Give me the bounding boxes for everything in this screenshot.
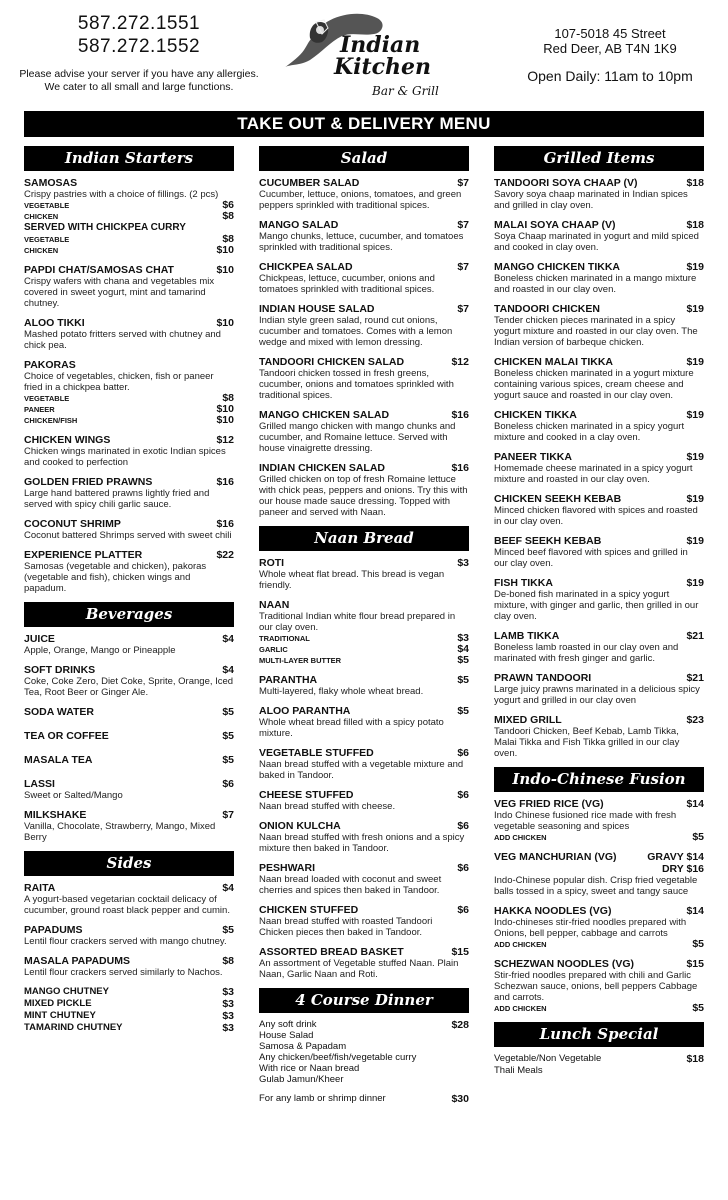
item-description: Large hand battered prawns lightly fried and served with spicy chili garlic sauce. (24, 488, 210, 510)
phone-numbers (14, 12, 264, 58)
item-price: $7 (222, 809, 234, 821)
option-name: ADD CHICKEN (494, 833, 547, 842)
menu-item-tamarind-chutney[interactable] (24, 1022, 234, 1034)
option-name: GARLIC (259, 645, 288, 654)
allergy-notice (10, 68, 268, 94)
option-name: TRADITIONAL (259, 634, 310, 643)
item-price: $16 (451, 462, 469, 474)
option-name: PANEER (24, 405, 55, 414)
item-description: Mashed potato fritters served with chutney and chick pea. (24, 329, 221, 351)
menu-item-mango-chicken-tikka[interactable] (494, 261, 704, 295)
item-description: A yogurt-based vegetarian cocktail delicacy of cucumber, ground roast black pepper and cumin. (24, 894, 230, 916)
section-title: Salad (259, 146, 469, 171)
menu-item-soda-water[interactable] (24, 706, 234, 718)
option-name: CHICKEN/FISH (24, 416, 78, 425)
menu-item-hakka-noodles[interactable] (494, 905, 704, 950)
option-heading: SERVED WITH CHICKPEA CURRY (24, 222, 186, 233)
item-name: MANGO CHICKEN TIKKA (494, 261, 620, 273)
item-name: MANGO CHICKEN SALAD (259, 409, 390, 421)
item-name: JUICE (24, 633, 55, 645)
item-name: LASSI (24, 778, 55, 790)
option-price: $4 (457, 643, 469, 655)
item-price: $4 (222, 664, 234, 676)
option-name: CHICKEN (24, 246, 59, 255)
menu-item-indian-house-salad[interactable] (259, 303, 469, 348)
item-price: $19 (686, 451, 704, 463)
item-description: Chickpeas, lettuce, cucumber, onions and tomatoes sprinkled with traditional spices. (259, 273, 435, 295)
menu-column-left (24, 146, 234, 1042)
dinner-line: Any chicken/beef/fish/vegetable curry (259, 1052, 417, 1063)
item-description: Stir-fried noodles prepared with chili and Garlic Schezwan sauce, onions, bell peppers Cabbage and carrots. (494, 970, 698, 1003)
menu-item-mango-chutney[interactable] (24, 986, 234, 998)
menu-item-masala-tea[interactable] (24, 754, 234, 766)
item-price: $6 (457, 820, 469, 832)
item-name: ASSORTED BREAD BASKET (259, 946, 404, 958)
logo-word-2: Kitchen (334, 54, 432, 80)
section-title: Naan Bread (259, 526, 469, 551)
item-price: $6 (457, 747, 469, 759)
item-price: $22 (216, 549, 234, 561)
item-price: $18 (686, 1053, 704, 1065)
item-name: PAPDI CHAT/SAMOSAS CHAT (24, 264, 174, 276)
item-description: Tandoori Chicken, Beef Kebab, Lamb Tikka, Malai Tikka and Fish Tikka grilled in our clay oven. (494, 726, 680, 759)
item-price: $3 (222, 998, 234, 1010)
item-description: Cucumber, lettuce, onions, tomatoes, and green peppers sprinkled with traditional spices. (259, 189, 462, 211)
item-description: Soya Chaap marinated in yogurt and mild spiced and cooked in clay oven. (494, 231, 699, 253)
item-name: MANGO CHUTNEY (24, 986, 109, 997)
item-name: CHICKEN STUFFED (259, 904, 359, 916)
item-price: $10 (216, 264, 234, 276)
item-name: MIXED PICKLE (24, 998, 92, 1009)
item-description: Coconut battered Shrimps served with sweet chili (24, 530, 232, 541)
menu-item-papadums[interactable] (24, 924, 234, 947)
menu-item-papdi-chat[interactable] (24, 264, 234, 309)
item-name: Vegetable/Non Vegetable (494, 1053, 602, 1064)
allergy-line: Please advise your server if you have any allergies. (19, 68, 259, 80)
menu-item-fish-tikka[interactable] (494, 577, 704, 622)
item-description: Chicken wings marinated in exotic Indian spices and cooked to perfection (24, 446, 226, 468)
item-price: $18 (686, 177, 704, 189)
item-price: $5 (457, 705, 469, 717)
item-price: $12 (451, 356, 469, 368)
logo-title (334, 32, 432, 80)
item-description: Crispy wafers with chana and vegetables mix covered in sweet yogurt, mint and tamarind chutney. (24, 276, 215, 309)
option-price: $8 (222, 233, 234, 245)
item-description: Large juicy prawns marinated in a delicious spicy yogurt and grilled in our clay oven (494, 684, 700, 706)
menu-item-cucumber-salad[interactable] (259, 177, 469, 211)
item-name: ROTI (259, 557, 285, 569)
menu-item-mint-chutney[interactable] (24, 1010, 234, 1022)
phone-number-2[interactable]: 587.272.1552 (77, 36, 201, 57)
menu-item-indian-chicken-salad[interactable] (259, 462, 469, 518)
item-name: MANGO SALAD (259, 219, 339, 231)
item-description: Naan bread stuffed with a vegetable mixture and baked in Tandoor. (259, 759, 464, 781)
item-price: DRY $16 (661, 863, 704, 875)
item-description: Boneless lamb roasted in our clay oven and marinated with fresh ginger and garlic. (494, 642, 679, 664)
menu-item-4-course-dinner[interactable] (259, 1019, 469, 1105)
option-price: $5 (692, 1002, 704, 1014)
item-price: $19 (686, 303, 704, 315)
item-description: Indo-chineses stir-fried noodles prepared with Onions, bell pepper, cabbage and carrots (494, 917, 687, 939)
item-description: Naan bread stuffed with roasted Tandoori Chicken pieces then baked in Tandoor. (259, 916, 433, 938)
item-name: MASALA TEA (24, 754, 93, 766)
menu-item-chickpea-salad[interactable] (259, 261, 469, 295)
option-name: MULTI-LAYER BUTTER (259, 656, 342, 665)
item-name: SAMOSAS (24, 177, 78, 189)
item-price: $28 (451, 1019, 469, 1031)
section-indian-starters (24, 146, 234, 594)
option-name: CHICKEN (24, 212, 59, 221)
item-name: MILKSHAKE (24, 809, 87, 821)
item-description: Naan bread loaded with coconut and sweet cherries and spices then baked in Tandoor. (259, 874, 442, 896)
item-price: $3 (222, 1010, 234, 1022)
menu-item-assorted-bread-basket[interactable] (259, 946, 469, 980)
option-name: ADD CHICKEN (494, 1004, 547, 1013)
menu-item-aloo-tikki[interactable] (24, 317, 234, 351)
item-price: $14 (686, 798, 704, 810)
menu-item-golden-fried-prawns[interactable] (24, 476, 234, 510)
item-name: INDIAN HOUSE SALAD (259, 303, 375, 315)
menu-item-veg-fried-rice[interactable] (494, 798, 704, 843)
logo-subtitle: Bar & Grill (372, 84, 439, 98)
address-line-2: Red Deer, AB T4N 1K9 (543, 41, 677, 56)
menu-item-vegetable-stuffed[interactable] (259, 747, 469, 781)
option-price: $8 (222, 392, 234, 404)
item-description: Minced beef flavored with spices and grilled in our clay oven. (494, 547, 688, 569)
lunch-row (494, 1053, 704, 1065)
menu-item-mango-chicken-salad[interactable] (259, 409, 469, 454)
item-description: Multi-layered, flaky whole wheat bread. (259, 686, 424, 697)
item-description: Tandoori chicken tossed in fresh greens, cucumber, onions and tomatoes sprinkled with traditional spices. (259, 368, 454, 401)
item-price: $19 (686, 577, 704, 589)
menu-item-prawn-tandoori[interactable] (494, 672, 704, 706)
item-description: Indo Chinese fusioned rice made with fresh vegetable seasoning and spices (494, 810, 677, 832)
item-name: ALOO TIKKI (24, 317, 85, 329)
section-title: Indo-Chinese Fusion (494, 767, 704, 792)
section-beverages (24, 602, 234, 843)
menu-item-parantha[interactable] (259, 674, 469, 697)
dinner-line: With rice or Naan bread (259, 1063, 360, 1074)
dinner-line: House Salad (259, 1030, 314, 1041)
item-name: ALOO PARANTHA (259, 705, 351, 717)
item-description: Lentil flour crackers served with mango chutney. (24, 936, 227, 947)
item-price: $7 (457, 219, 469, 231)
section-title: Indian Starters (24, 146, 234, 171)
menu-item-lassi[interactable] (24, 778, 234, 801)
menu-item-mixed-grill[interactable] (494, 714, 704, 759)
section-title: Sides (24, 851, 234, 876)
item-name: CHICKEN MALAI TIKKA (494, 356, 613, 368)
item-description: Grilled chicken on top of fresh Romaine lettuce with chick peas, peppers and onions. Try this with our house made sauce dressing. Topped with paneer and served with Naan. (259, 474, 468, 518)
item-name: CHICKEN WINGS (24, 434, 111, 446)
menu-item-chicken-wings[interactable] (24, 434, 234, 468)
option-price: $30 (451, 1093, 469, 1105)
menu-item-beef-seekh-kebab[interactable] (494, 535, 704, 569)
item-price: $7 (457, 303, 469, 315)
menu-item-mixed-pickle[interactable] (24, 998, 234, 1010)
item-description: Grilled mango chicken with mango chunks and cucumber, and Romaine lettuce. Served with house vinaigrette dressing. (259, 421, 456, 454)
item-name: GOLDEN FRIED PRAWNS (24, 476, 153, 488)
opening-hours: Open Daily: 11am to 10pm (527, 68, 693, 84)
dinner-line: Any soft drink (259, 1019, 317, 1030)
section-grilled-items (494, 146, 704, 759)
item-price: $15 (451, 946, 469, 958)
item-price: $4 (222, 633, 234, 645)
menu-item-chicken-seekh-kebab[interactable] (494, 493, 704, 527)
item-description: Mango chunks, lettuce, cucumber, and tomatoes sprinkled with traditional spices. (259, 231, 464, 253)
item-name: VEG FRIED RICE (VG) (494, 798, 604, 810)
item-name: TANDOORI CHICKEN SALAD (259, 356, 405, 368)
item-name: SODA WATER (24, 706, 94, 718)
item-price: $10 (216, 317, 234, 329)
item-price: $4 (222, 882, 234, 894)
item-name: ONION KULCHA (259, 820, 341, 832)
item-description: Coke, Coke Zero, Diet Coke, Sprite, Orange, Iced Tea, Root Beer or Ginger Ale. (24, 676, 234, 698)
item-description: Whole wheat bread filled with a spicy potato mixture. (259, 717, 444, 739)
item-description: Minced chicken flavored with spices and roasted in our clay oven. (494, 505, 698, 527)
item-price: $3 (222, 1022, 234, 1034)
item-price: $16 (451, 409, 469, 421)
section-salad (259, 146, 469, 518)
item-price: $14 (686, 905, 704, 917)
catering-line: We cater to all small and large functions. (44, 81, 234, 93)
item-price: $5 (222, 730, 234, 742)
logo-word-1: Indian (340, 32, 421, 58)
item-price: $23 (686, 714, 704, 726)
item-price: $18 (686, 219, 704, 231)
item-price: $19 (686, 409, 704, 421)
item-name: CHEESE STUFFED (259, 789, 354, 801)
item-price: $6 (457, 862, 469, 874)
item-name: TANDOORI SOYA CHAAP (V) (494, 177, 638, 189)
menu-item-lamb-tikka[interactable] (494, 630, 704, 664)
menu-item-tandoori-chicken[interactable] (494, 303, 704, 348)
menu-column-right (494, 146, 704, 1084)
item-price: $6 (457, 904, 469, 916)
item-name: INDIAN CHICKEN SALAD (259, 462, 385, 474)
address (505, 26, 715, 56)
item-name: PAPADUMS (24, 924, 83, 936)
item-price: $16 (216, 476, 234, 488)
item-price: $3 (457, 557, 469, 569)
item-price: GRAVY $14 (647, 851, 704, 863)
item-price: $3 (222, 986, 234, 998)
item-name: RAITA (24, 882, 56, 894)
item-price: $5 (222, 924, 234, 936)
item-name: TEA OR COFFEE (24, 730, 109, 742)
menu-item-paneer-tikka[interactable] (494, 451, 704, 485)
menu-item-tandoori-chicken-salad[interactable] (259, 356, 469, 401)
section-indo-chinese-fusion (494, 767, 704, 1014)
item-name: VEG MANCHURIAN (VG) (494, 851, 617, 863)
item-description: Tender chicken pieces marinated in a spicy yogurt mixture and roasted in our clay oven. The Indian version of barbeque chicken. (494, 315, 698, 348)
menu-item-raita[interactable] (24, 882, 234, 916)
item-name: MIXED GRILL (494, 714, 562, 726)
restaurant-logo (282, 8, 452, 102)
item-name: COCONUT SHRIMP (24, 518, 121, 530)
section-naan-bread (259, 526, 469, 980)
dinner-line: Samosa & Papadam (259, 1041, 347, 1052)
menu-item-malai-soya-chaap[interactable] (494, 219, 704, 253)
item-description: Homemade cheese marinated in a spicy yogurt mixture and roasted in our clay oven. (494, 463, 693, 485)
item-name: PAKORAS (24, 359, 76, 371)
item-price: $5 (222, 754, 234, 766)
menu-item-naan[interactable] (259, 599, 469, 666)
option-price: $5 (457, 654, 469, 666)
menu-item-mango-salad[interactable] (259, 219, 469, 253)
option-price: $6 (222, 199, 234, 211)
item-price: $5 (457, 674, 469, 686)
item-name: LAMB TIKKA (494, 630, 560, 642)
item-price: $19 (686, 356, 704, 368)
option-price: $10 (216, 244, 234, 256)
section-lunch-special (494, 1022, 704, 1076)
menu-item-juice[interactable] (24, 633, 234, 656)
option-price: $3 (457, 632, 469, 644)
item-description: Boneless chicken marinated in a spicy yogurt mixture and cooked in a clay oven. (494, 421, 685, 443)
item-price: $21 (686, 672, 704, 684)
item-description: Boneless chicken marinated in a mango mixture and roasted in our clay oven. (494, 273, 697, 295)
menu-item-chicken-tikka[interactable] (494, 409, 704, 443)
address-line-1: 107-5018 45 Street (554, 26, 666, 41)
item-description: Naan bread stuffed with fresh onions and a spicy mixture then baked in Tandoor. (259, 832, 465, 854)
item-name: CHICKPEA SALAD (259, 261, 353, 273)
item-price: $19 (686, 535, 704, 547)
item-price: $16 (216, 518, 234, 530)
item-name: BEEF SEEKH KEBAB (494, 535, 602, 547)
menu-item-schezwan-noodles[interactable] (494, 958, 704, 1014)
option-name: For any lamb or shrimp dinner (259, 1093, 386, 1104)
section-4-course-dinner (259, 988, 469, 1105)
option-name: VEGETABLE (24, 235, 70, 244)
menu-item-chicken-stuffed[interactable] (259, 904, 469, 938)
item-price: $8 (222, 955, 234, 967)
item-name: PESHWARI (259, 862, 316, 874)
option-price: $5 (692, 938, 704, 950)
item-price: $7 (457, 261, 469, 273)
menu-item-tandoori-soya-chaap[interactable] (494, 177, 704, 211)
option-price: $8 (222, 210, 234, 222)
menu-item-aloo-parantha[interactable] (259, 705, 469, 739)
item-description: Savory soya chaap marinated in Indian spices and grilled in clay oven. (494, 189, 688, 211)
item-description: An assortment of Vegetable stuffed Naan. Plain Naan, Garlic Naan and Roti. (259, 958, 459, 980)
item-name: CUCUMBER SALAD (259, 177, 360, 189)
item-description: Thali Meals (494, 1065, 543, 1076)
menu-item-pakoras[interactable] (24, 359, 234, 426)
item-name: TAMARIND CHUTNEY (24, 1022, 123, 1033)
menu-item-samosas[interactable] (24, 177, 234, 256)
menu-item-veg-manchurian[interactable] (494, 851, 704, 897)
menu-banner: TAKE OUT & DELIVERY MENU (24, 111, 704, 137)
item-name: EXPERIENCE PLATTER (24, 549, 143, 561)
item-price: $6 (222, 778, 234, 790)
item-price: $15 (686, 958, 704, 970)
option-price: $10 (216, 403, 234, 415)
menu-item-cheese-stuffed[interactable] (259, 789, 469, 812)
item-description: Indian style green salad, round cut onions, cucumber and tomatoes. Comes with a lemon wedge and mixed with lemon dressing. (259, 315, 453, 348)
option-name: VEGETABLE (24, 394, 70, 403)
item-name: CHICKEN TIKKA (494, 409, 577, 421)
item-description: Samosas (vegetable and chicken), pakoras (vegetable and fish), chicken wings and papadum. (24, 561, 207, 594)
dinner-line: Gulab Jamun/Kheer (259, 1074, 344, 1085)
item-description: Whole wheat flat bread. This bread is vegan friendly. (259, 569, 445, 591)
item-name: PRAWN TANDOORI (494, 672, 592, 684)
section-title: Lunch Special (494, 1022, 704, 1047)
item-description: Lentil flour crackers served similarly to Nachos. (24, 967, 223, 978)
section-title: Grilled Items (494, 146, 704, 171)
item-name: TANDOORI CHICKEN (494, 303, 600, 315)
item-description: Sweet or Salted/Mango (24, 790, 123, 801)
section-sides (24, 851, 234, 1034)
item-name: SCHEZWAN NOODLES (VG) (494, 958, 635, 970)
item-description: Indo-Chinese popular dish. Crisp fried vegetable balls tossed in a spicy, sweet and tangy sauce (494, 875, 698, 897)
option-price: $5 (692, 831, 704, 843)
menu-item-peshwari[interactable] (259, 862, 469, 896)
item-name: NAAN (259, 599, 290, 611)
menu-header (0, 0, 728, 108)
item-price: $7 (457, 177, 469, 189)
menu-item-coconut-shrimp[interactable] (24, 518, 234, 541)
item-name: VEGETABLE STUFFED (259, 747, 374, 759)
menu-item-thali-meals[interactable] (494, 1053, 704, 1076)
item-name: MALAI SOYA CHAAP (V) (494, 219, 616, 231)
menu-column-middle (259, 146, 469, 1113)
item-description: Vanilla, Chocolate, Strawberry, Mango, Mixed Berry (24, 821, 216, 843)
item-price: $6 (457, 789, 469, 801)
item-name: MASALA PAPADUMS (24, 955, 130, 967)
menu-item-chicken-malai-tikka[interactable] (494, 356, 704, 401)
item-description: Apple, Orange, Mango or Pineapple (24, 645, 176, 656)
lamb-shrimp-dinner (259, 1093, 469, 1105)
item-price: $5 (222, 706, 234, 718)
item-price: $21 (686, 630, 704, 642)
section-title: Beverages (24, 602, 234, 627)
option-name: ADD CHICKEN (494, 940, 547, 949)
menu-item-onion-kulcha[interactable] (259, 820, 469, 854)
item-name: MINT CHUTNEY (24, 1010, 96, 1021)
item-description: Crispy pastries with a choice of fillings. (2 pcs) (24, 189, 219, 200)
item-name: PANEER TIKKA (494, 451, 572, 463)
item-name: FISH TIKKA (494, 577, 553, 589)
phone-number-1[interactable]: 587.272.1551 (77, 13, 201, 34)
option-name: VEGETABLE (24, 201, 70, 210)
item-description: Traditional Indian white flour bread prepared in our clay oven. (259, 611, 456, 633)
item-name: PARANTHA (259, 674, 318, 686)
menu-item-tea-coffee[interactable] (24, 730, 234, 742)
item-description: Naan bread stuffed with cheese. (259, 801, 396, 812)
menu-item-masala-papadums[interactable] (24, 955, 234, 978)
item-price: $19 (686, 261, 704, 273)
section-title: 4 Course Dinner (259, 988, 469, 1013)
item-price: $19 (686, 493, 704, 505)
option-price: $10 (216, 414, 234, 426)
item-description: De-boned fish marinated in a spicy yogurt mixture, with ginger and garlic, then grilled in our clay oven. (494, 589, 699, 622)
menu-item-experience-platter[interactable] (24, 549, 234, 594)
item-description: Choice of vegetables, chicken, fish or paneer fried in a chickpea batter. (24, 371, 214, 393)
item-name: CHICKEN SEEKH KEBAB (494, 493, 622, 505)
menu-item-soft-drinks[interactable] (24, 664, 234, 698)
item-name: HAKKA NOODLES (VG) (494, 905, 612, 917)
menu-item-milkshake[interactable] (24, 809, 234, 843)
item-name: SOFT DRINKS (24, 664, 96, 676)
item-price: $12 (216, 434, 234, 446)
item-description: Boneless chicken marinated in a yogurt mixture containing various spices, cream cheese and yogurt sauce and roasted in our clay oven. (494, 368, 694, 401)
menu-item-roti[interactable] (259, 557, 469, 591)
